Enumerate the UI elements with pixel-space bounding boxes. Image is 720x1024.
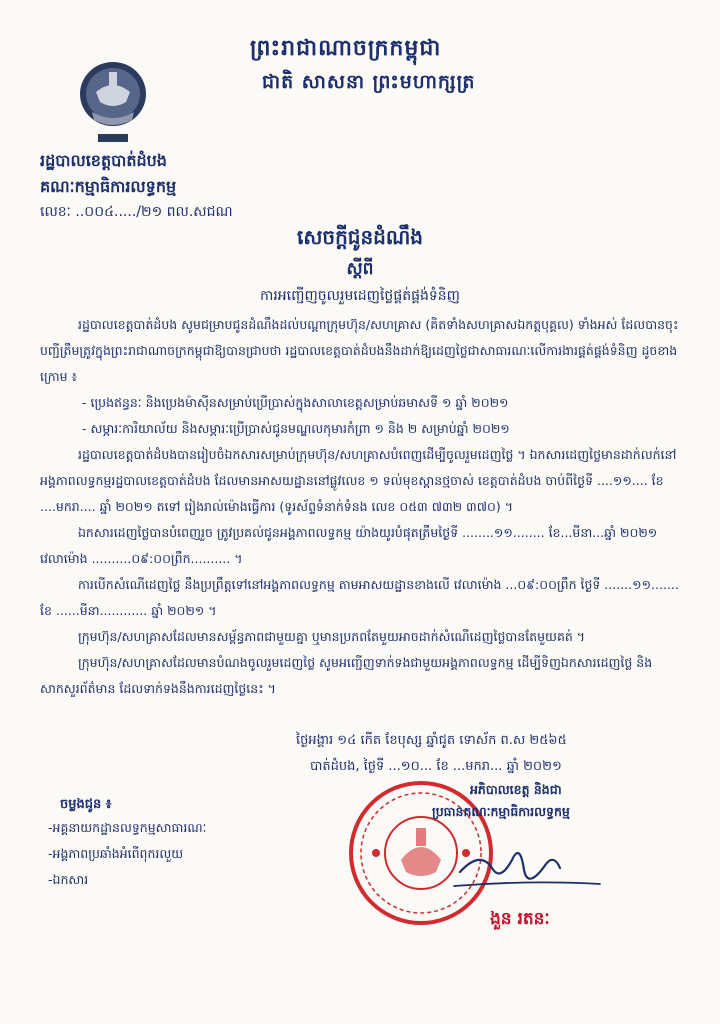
body-paragraph-1: រដ្ឋបាលខេត្តបាត់ដំបង សូមជម្រាបជូនដំណឹងដល់បណ្តាក្រុមហ៊ុន/សហគ្រាស (គិតទាំងសហគ្រាសឯកត្តបុគ្គល) ទាំងអស់ ដែលបានចុះបញ្ជីត្រឹមត្រូវក្នុងព្រះរាជាណាចក្រកម្ពុជាឱ្យបានជ្រាបថា រដ្ឋបាលខេត្តបាត់ដំបងនឹងដាក់ឱ្យដេញថ្លៃជាសាធារណៈលើការងារផ្គត់ផ្គង់ទំនិញ ដូចខាងក្រោម ៖ xyxy=(40,317,679,384)
kingdom-title: ព្រះរាជាណាចក្រកម្ពុជា xyxy=(250,36,442,61)
body-paragraph-5: ក្រុមហ៊ុន/សហគ្រាសដែលមានសម្ព័ន្ធភាពជាមួយគ្នា ឬមានប្រភពតែមួយអាចដាក់សំណើដេញថ្លៃបានតែមួយគត់ ។ xyxy=(78,629,586,644)
signer-role: ប្រធានគណៈកម្មាធិការលទ្ធកម្ម xyxy=(432,804,570,819)
body-paragraph-4: ការបើកសំណើដេញថ្លៃ នឹងប្រព្រឹត្តទៅនៅអង្គភាពលទ្ធកម្ម តាមអាសយដ្ឋានខាងលើ វេលាម៉ោង ...០៩:០០ព្រឹក ថ្ងៃទី .......១១....... ខែ ......មីនា............ ឆ្នាំ ២០២១ ។ xyxy=(40,577,679,618)
national-motto: ជាតិ សាសនា ព្រះមហាក្សត្រ xyxy=(262,71,476,93)
body-paragraph-2: រដ្ឋបាលខេត្តបាត់ដំបងបានរៀបចំឯកសារសម្រាប់ក្រុមហ៊ុន/សហគ្រាសបំពេញដើម្បីចូលរួមដេញថ្លៃ ។ ឯកសារដេញថ្លៃមានដាក់លក់នៅអង្គភាពលទ្ធកម្មរដ្ឋបាលខេត្តបាត់ដំបង ដែលមានអាសយដ្ឋាននៅផ្លូវលេខ ១ ទល់មុខស្ពានថ្មចាស់ ខេត្តបាត់ដំបង ចាប់ពីថ្ងៃទី ....១១.... ខែ ....មករា.... ឆ្នាំ ២០២១ តទៅ រៀងរាល់ម៉ោងធ្វើការ (ទូរស័ព្ទទំនាក់ទំនង លេខ ០៥៣ ៧៣២ ៣៧០) ។ xyxy=(40,447,677,514)
notice-body xyxy=(40,312,680,702)
body-paragraph-6: ក្រុមហ៊ុន/សហគ្រាសដែលមានបំណងចូលរួមដេញថ្លៃ សូមអញ្ជើញទាក់ទងជាមួយអង្គភាពលទ្ធកម្ម ដើម្បីទិញឯកសារដេញថ្លៃ និងសាកសួរព័ត៌មាន ដែលទាក់ទងនឹងការដេញថ្លៃនេះ ។ xyxy=(40,655,653,696)
notice-about-label: ស្តីពី xyxy=(346,259,374,279)
handwritten-signature xyxy=(450,830,610,900)
issuing-authority: រដ្ឋបាលខេត្តបាត់ដំបង xyxy=(40,151,167,170)
body-bullet-1: - ប្រេងឥន្ធនៈ និងប្រេងម៉ាស៊ីនសម្រាប់ប្រើប្រាស់ក្នុងសាលាខេត្តសម្រាប់ឆមាសទី ១ ឆ្នាំ ២០២១ xyxy=(82,395,509,410)
cc-item: -អគ្គនាយកដ្ឋានលទ្ធកម្មសាធារណៈ xyxy=(48,820,207,835)
signer-name: ងួន រតនៈ xyxy=(490,909,550,929)
cc-item: -ឯកសារ xyxy=(48,872,89,887)
solar-date: បាត់ដំបង, ថ្ងៃទី ...១០... ខែ ...មករា... ឆ្នាំ ២០២១ xyxy=(310,759,562,774)
reference-number: លេខៈ ..០០៤...../២១ ពល.សជណ xyxy=(40,204,233,220)
government-emblem-icon xyxy=(76,58,150,148)
cc-item: -អង្គភាពប្រឆាំងអំពើពុករលួយ xyxy=(48,846,184,861)
lunar-date: ថ្ងៃអង្គារ ១៤ កើត ខែបុស្ស ឆ្នាំជូត ទោស័ក ព.ស ២៥៦៥ xyxy=(296,733,567,748)
cc-title: ចម្លងជូន ៖ xyxy=(60,797,112,812)
signer-title: អភិបាលខេត្ត និងជា xyxy=(470,782,562,797)
notice-subject: ការអញ្ជើញចូលរួមដេញថ្លៃផ្គត់ផ្គង់ទំនិញ xyxy=(260,288,460,304)
notice-title: សេចក្តីជូនដំណឹង xyxy=(297,225,423,249)
body-paragraph-3: ឯកសារដេញថ្លៃបានបំពេញរួច ត្រូវប្រគល់ជូនអង្គភាពលទ្ធកម្ម យ៉ាងយូរបំផុតត្រឹមថ្ងៃទី ........១១........ ខែ...មីនា...ឆ្នាំ ២០២១ វេលាម៉ោង ..........០៩:០០ព្រឹក.......... ។ xyxy=(40,525,658,566)
issuing-committee: គណៈកម្មាធិការលទ្ធកម្ម xyxy=(40,177,177,196)
body-bullet-2: - សម្ភារៈការិយាល័យ និងសម្ភារៈប្រើប្រាស់ជូនមណ្ឌលកុមារកំព្រា ១ និង ២ សម្រាប់ឆ្នាំ ២០២១ xyxy=(82,421,510,436)
